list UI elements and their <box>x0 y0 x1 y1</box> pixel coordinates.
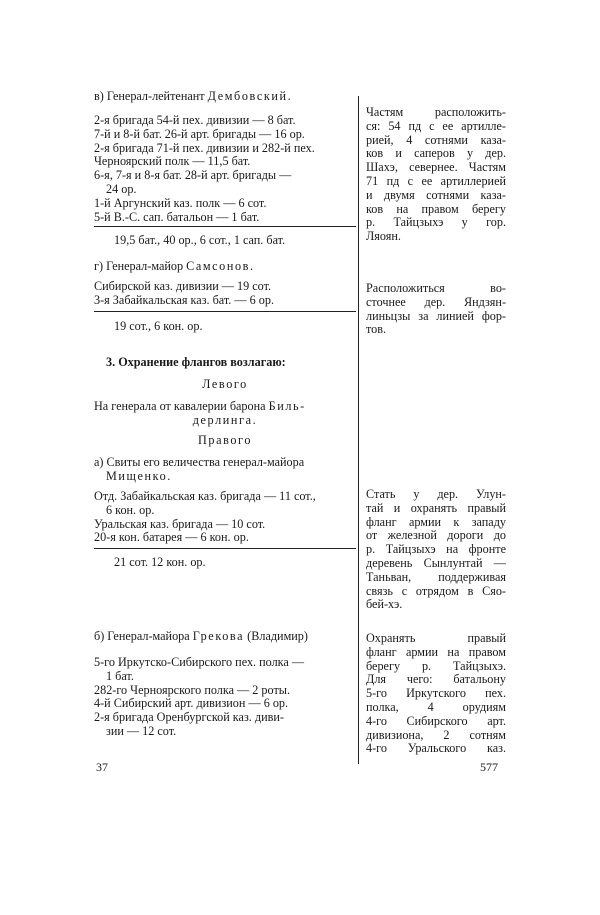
note-line: деревень Сынлунтай — <box>366 555 506 570</box>
unit-line: 6-я, 7-я и 8-я бат. 28-й арт. бригады — <box>94 168 292 183</box>
note-block-1 <box>366 106 506 244</box>
section-title: г) Генерал-майор Самсонов. <box>94 259 255 273</box>
section-flanks <box>94 356 356 370</box>
unit-line: 6 кон. ор. <box>106 502 155 517</box>
section-mishchenko <box>94 456 356 484</box>
section-samsonov-units <box>94 280 356 308</box>
note-line: берегу р. Тайцзыхэ. <box>366 658 506 673</box>
section-title: в) Генерал-лейтенант Дембовский. <box>94 89 293 103</box>
note-line: полка, 4 орудиям <box>366 699 506 714</box>
left-flank-label: Левого <box>202 377 248 391</box>
section-grekov-units <box>94 656 356 739</box>
note-block-2 <box>366 282 506 337</box>
unit-line: 282-го Черноярского полка — 2 роты. <box>94 682 291 697</box>
unit-line: 5-й В.-С. сап. батальон — 1 бат. <box>94 209 260 224</box>
unit-line: Черноярский полк — 11,5 бат. <box>94 154 251 169</box>
note-line: Для чего: батальону <box>366 672 506 687</box>
page-number-right: 577 <box>480 760 498 774</box>
left-flank-text <box>94 400 356 428</box>
text-line: дерлинга. <box>192 412 258 427</box>
note-line: сточнее дер. Яндзян- <box>366 294 506 309</box>
unit-line: 3-я Забайкальская каз. бат. — 6 ор. <box>94 292 275 307</box>
unit-line: 2-я бригада Оренбургской каз. диви- <box>94 710 284 725</box>
note-line: Шахэ, севернее. Частям <box>366 160 506 175</box>
unit-line: 5-го Иркутско-Сибирского пех. полка — <box>94 655 305 669</box>
total-line: 21 сот. 12 кон. ор. <box>114 555 206 569</box>
note-line: Стать у дер. Улун- <box>366 487 506 501</box>
right-flank-label-wrap <box>94 434 356 448</box>
unit-line: зии — 12 сот. <box>106 723 177 738</box>
left-flank-label-wrap <box>94 378 356 392</box>
section-dembovsky-total <box>94 234 356 248</box>
note-line: ков и саперов у дер. <box>366 146 506 161</box>
page-number-left: 37 <box>96 760 108 774</box>
unit-line: Сибирской каз. дивизии — 19 сот. <box>94 279 272 293</box>
section-mishchenko-units <box>94 490 356 545</box>
note-line: тай и охранять правый <box>366 500 506 515</box>
section-title: б) Генерал-майора Грекова (Владимир) <box>94 629 308 643</box>
section-heading: 3. Охранение флангов возлагаю: <box>106 355 286 369</box>
note-line: 5-го Иркутского пех. <box>366 686 506 701</box>
note-line: Частям расположить- <box>366 105 506 119</box>
note-line: 71 пд с ее артиллерией <box>366 173 506 188</box>
column-divider <box>358 96 359 764</box>
note-line: фланг армии к западу <box>366 514 506 529</box>
note-line: бей-хэ. <box>366 597 403 612</box>
total-line: 19,5 бат., 40 ор., 6 сот., 1 сап. бат. <box>114 233 286 247</box>
section-grekov <box>94 630 356 644</box>
note-line: тов. <box>366 322 387 337</box>
section-dembovsky-units <box>94 114 356 224</box>
section-samsonov <box>94 260 356 274</box>
section-title-name: Мищенко. <box>106 468 172 483</box>
note-line: от железной дороги до <box>366 528 506 543</box>
note-line: р. Тайцзыхэ у гор. <box>366 215 506 230</box>
unit-line: 24 ор. <box>106 181 137 196</box>
total-rule <box>94 548 356 549</box>
total-rule <box>94 226 356 227</box>
unit-line: 20-я кон. батарея — 6 кон. ор. <box>94 530 249 545</box>
note-line: фланг армии на правом <box>366 644 506 659</box>
section-mishchenko-total <box>94 556 356 570</box>
note-line: линьцзы за линией фор- <box>366 308 506 323</box>
note-line: 4-го Уральского каз. <box>366 741 506 756</box>
note-line: Таньван, поддерживая <box>366 569 506 584</box>
note-line: дивизиона, 2 сотням <box>366 727 506 742</box>
text-line: На генерала от кавалерии барона Биль- <box>94 399 306 413</box>
note-block-3 <box>366 488 506 612</box>
note-line: рией, 4 сотнями каза- <box>366 132 506 147</box>
right-flank-label: Правого <box>197 433 253 447</box>
section-samsonov-total <box>94 320 356 334</box>
section-title: а) Свиты его величества генерал-майора <box>94 455 305 469</box>
total-rule <box>94 311 356 312</box>
note-line: р. Тайцзыхэ на фронте <box>366 542 506 557</box>
note-line: 4-го Сибирского арт. <box>366 713 506 728</box>
note-line: и двумя сотнями каза- <box>366 187 506 202</box>
unit-line: Отд. Забайкальская каз. бригада — 11 сот., <box>94 489 316 503</box>
unit-line: 2-я бригада 71-й пех. дивизии и 282-й пех. <box>94 140 315 155</box>
note-line: Охранять правый <box>366 631 506 645</box>
unit-line: 7-й и 8-й бат. 26-й арт. бригады — 16 ор. <box>94 126 305 141</box>
unit-line: 1-й Аргунский каз. полк — 6 сот. <box>94 195 267 210</box>
unit-line: 2-я бригада 54-й пех. дивизии — 8 бат. <box>94 113 296 127</box>
unit-line: 4-й Сибирский арт. дивизион — 6 ор. <box>94 696 289 711</box>
note-line: Расположиться во- <box>366 281 506 295</box>
note-line: связь с отрядом в Сяо- <box>366 583 506 598</box>
unit-line: 1 бат. <box>106 668 134 683</box>
note-line: ков на правом берегу <box>366 201 506 216</box>
unit-line: Уральская каз. бригада — 10 сот. <box>94 516 266 531</box>
note-line: ся: 54 пд с ее артилле- <box>366 118 506 133</box>
section-dembovsky <box>94 90 356 104</box>
note-line: Ляоян. <box>366 229 401 244</box>
total-line: 19 сот., 6 кон. ор. <box>114 319 203 333</box>
note-block-4 <box>366 632 506 756</box>
